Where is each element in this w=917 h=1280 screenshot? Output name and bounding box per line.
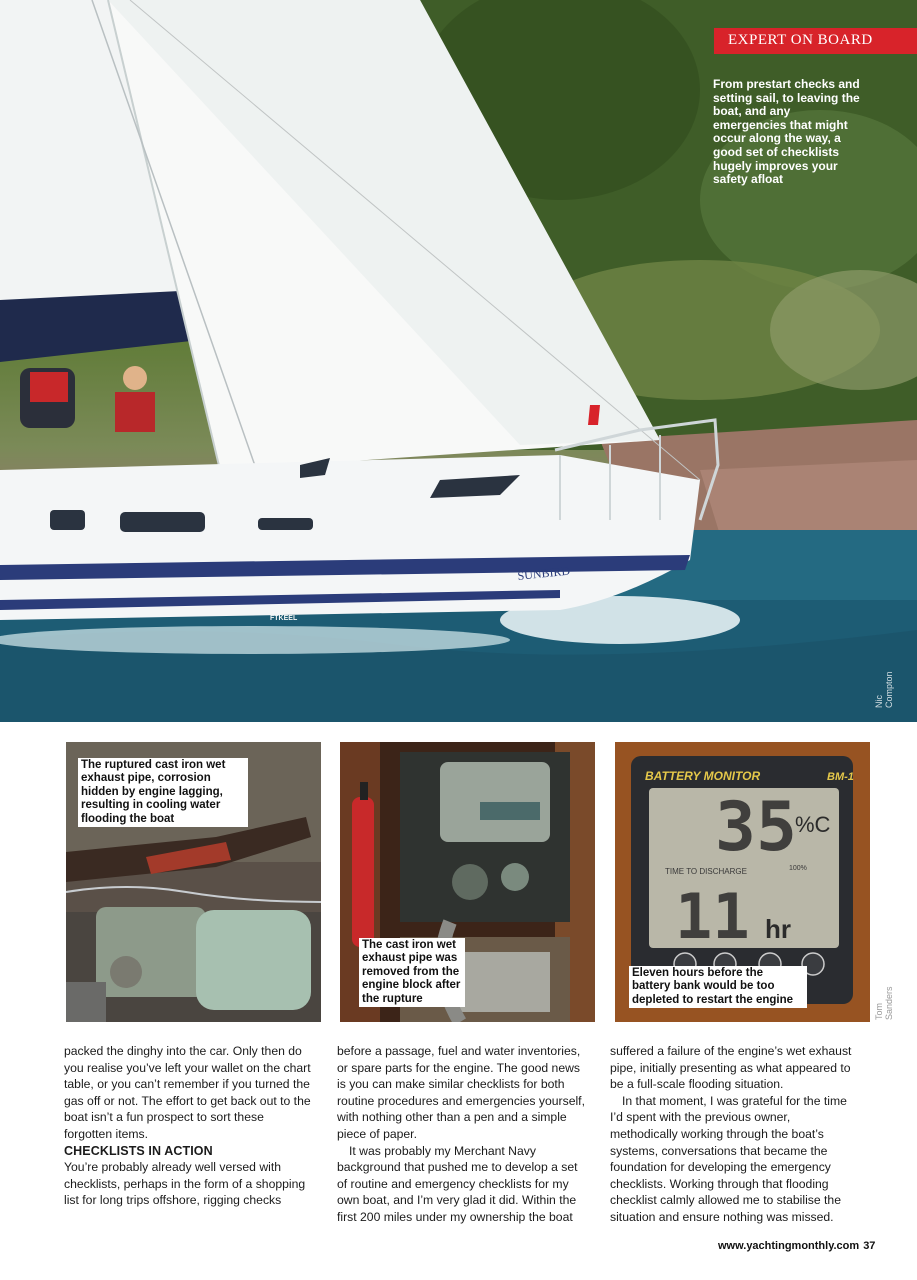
battery-pct-label: 100% [789, 865, 807, 872]
website-url: www.yachtingmonthly.com [718, 1240, 860, 1252]
battery-monitor-title: BATTERY MONITOR [645, 769, 761, 783]
body-paragraph: You’re probably already well versed with checklists, perhaps in the form of a shopping list for long trips offshore, rigging checks [64, 1160, 306, 1208]
battery-monitor-model: BM-1 [827, 771, 854, 783]
subhead-checklists-in-action: CHECKLISTS IN ACTION [64, 1143, 213, 1158]
time-to-discharge-label: TIME TO DISCHARGE [665, 867, 747, 876]
caption-battery: Eleven hours before the battery bank would be too depleted to restart the engine [629, 966, 807, 1008]
caption-engine-block: The cast iron wet exhaust pipe was removed from the engine block after the rupture [359, 938, 465, 1007]
hours-unit: hr [765, 914, 791, 944]
body-column-1 [64, 1043, 314, 1209]
body-paragraph: before a passage, fuel and water inventories, or spare parts for the engine. The good news is you can make similar checklists for both routine procedures and emergencies yourself, with nothing other than a pen and a simple piece of paper. [337, 1044, 585, 1141]
battery-monitor-photo [615, 742, 870, 1022]
body-paragraph: In that moment, I was grateful for the time I’d spent with the previous owner, methodically working through the boat’s systems, conversations that became the foundation for developing the emergency checklists. Working through that flooding checklist calmly allowed me to stabilise the situation and ensure nothing was missed. [610, 1093, 847, 1224]
boat-name: SUNBIRD [516, 563, 571, 583]
standfirst: From prestart checks and setting sail, to leaving the boat, and any emergencies that might occur along the way, a good set of checklists hugely improves your safety afloat [713, 77, 860, 187]
battery-reading: 35 [715, 788, 797, 867]
page-footer [718, 1240, 875, 1252]
photo-credit: Tom Sanders [874, 986, 894, 1020]
body-column-2 [337, 1043, 587, 1226]
body-paragraph: It was probably my Merchant Navy background that pushed me to develop a set of routine and emergency checklists for my own boat, and I’m very glad it did. Within the first 200 miles under my ownership the boat [337, 1143, 578, 1224]
caption-exhaust-pipe: The ruptured cast iron wet exhaust pipe, corrosion hidden by engine lagging, resulting in cooling water flooding the boat [78, 758, 248, 827]
exhaust-pipe-photo [66, 742, 321, 1022]
body-column-3 [610, 1043, 860, 1226]
body-paragraph: suffered a failure of the engine’s wet exhaust pipe, initially presenting as what appeared to be a full-scale flooding situation. [610, 1044, 852, 1092]
hull-logo: FTKEEL [270, 615, 298, 622]
page-number: 37 [863, 1240, 876, 1252]
body-paragraph: packed the dinghy into the car. Only then do you realise you’ve left your wallet on the chart table, or you can’t remember if you turned the gas off or not. The effort to get back out to the boat isn’t a fun prospect to sort these forgotten items. [64, 1044, 311, 1141]
hours-reading: 11 [675, 880, 750, 953]
hero-photo-credit: Nic Compton [874, 671, 894, 708]
engine-block-photo [340, 742, 595, 1022]
section-tag: EXPERT ON BOARD [714, 28, 917, 54]
battery-reading-unit: %C [795, 812, 831, 837]
